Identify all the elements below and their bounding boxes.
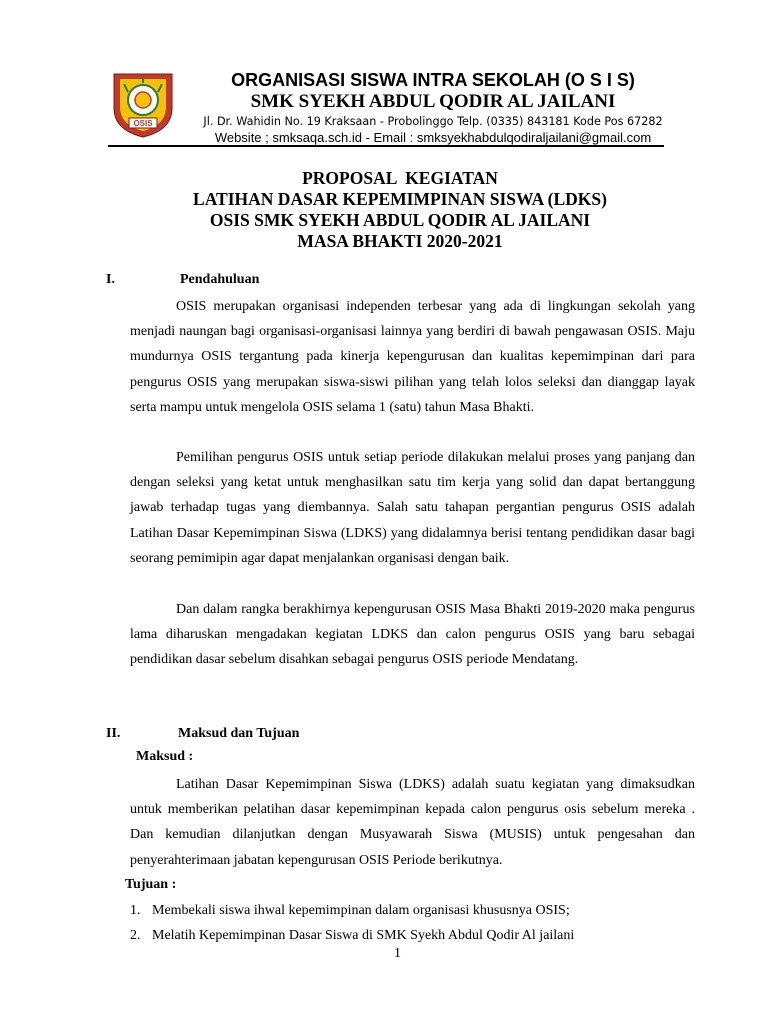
title-line-1: PROPOSAL KEGIATAN: [302, 168, 498, 188]
section-2-number: II.: [106, 726, 121, 741]
letterhead: [108, 70, 664, 146]
title-line-4: MASA BHAKTI 2020-2021: [297, 231, 503, 251]
tujuan-label: Tujuan :: [125, 877, 177, 892]
logo-text: OSIS: [133, 119, 153, 128]
title-line-3: OSIS SMK SYEKH ABDUL QODIR AL JAILANI: [209, 210, 591, 230]
list-item-text: Membekali siswa ihwal kepemimpinan dalam organisasi khususnya OSIS;: [152, 903, 570, 918]
section-1-heading: Pendahuluan: [180, 272, 260, 287]
list-item-number: 1.: [130, 903, 141, 918]
section-1-paragraph-3: Dan dalam rangka berakhirnya kepengurusan OSIS Masa Bhakti 2019-2020 maka pengurus lama diharuskan mengadakan kegiatan LDKS dan calon pengurus OSIS yang baru sebagai pendidikan dasar sebelum disahkan sebagai pengurus OSIS periode Mendatang.: [130, 602, 695, 668]
maksud-label: Maksud :: [136, 749, 194, 764]
title-line-2: LATIHAN DASAR KEPEMIMPINAN SISWA (LDKS): [193, 189, 607, 209]
section-1-number: I.: [106, 272, 115, 287]
section-2-heading: Maksud dan Tujuan: [178, 726, 300, 741]
document-title: [100, 168, 700, 252]
school-address: Jl. Dr. Wahidin No. 19 Kraksaan - Probolinggo Telp. (0335) 843181 Kode Pos 67282: [203, 115, 663, 128]
list-item: [130, 928, 574, 944]
list-item: [130, 903, 570, 919]
section-1-paragraph-2: Pemilihan pengurus OSIS untuk setiap periode dilakukan melalui proses yang panjang dan dengan seleksi yang ketat untuk menghasilkan satu tim kerja yang solid dan dapat bertanggung jawab terhadap tugas yang diembannya. Salah satu tahapan pergantian pengurus OSIS adalah Latihan Dasar Kepemimpinan Siswa (LDKS) yang didalamnya berisi tentang pendidikan dasar bagi seorang pemimipin agar dapat menjalankan organisasi dengan baik.: [130, 450, 695, 566]
list-item-text: Melatih Kepemimpinan Dasar Siswa di SMK Syekh Abdul Qodir Al jailani: [152, 928, 575, 943]
letterhead-text: [188, 70, 678, 145]
school-name: SMK SYEKH ABDUL QODIR AL JAILANI: [250, 91, 616, 112]
letterhead-divider: [108, 145, 664, 147]
maksud-paragraph: Latihan Dasar Kepemimpinan Siswa (LDKS) adalah suatu kegiatan yang dimaksudkan untuk memberikan pelatihan dasar kepemimpinan kepada calon pengurus osis sebelum mereka . Dan kemudian dilanjutkan dengan Musyawarah Siswa (MUSIS) untuk pengesahan dan penyerahterimaan jabatan kepengurusan OSIS Periode berikutnya.: [130, 777, 695, 868]
page-number: 1: [394, 946, 401, 961]
osis-logo: [108, 70, 178, 140]
section-1-paragraph-1: OSIS merupakan organisasi independen terbesar yang ada di lingkungan sekolah yang menjadi naungan bagi organisasi-organisasi lainnya yang berdiri di bawah pengawasan OSIS. Maju mundurnya OSIS tergantung pada kinerja kepengurusan dan kualitas kepemimpinan dari para pengurus OSIS yang merupakan siswa-siswi pilihan yang telah lolos seleksi dan dianggap layak serta mampu untuk mengelola OSIS selama 1 (satu) tahun Masa Bhakti.: [130, 299, 695, 415]
list-item-number: 2.: [130, 928, 141, 943]
org-name: ORGANISASI SISWA INTRA SEKOLAH (O S I S): [231, 70, 635, 90]
school-contact: Website ; smksaqa.sch.id - Email : smksyekhabdulqodiraljailani@gmail.com: [214, 130, 652, 145]
